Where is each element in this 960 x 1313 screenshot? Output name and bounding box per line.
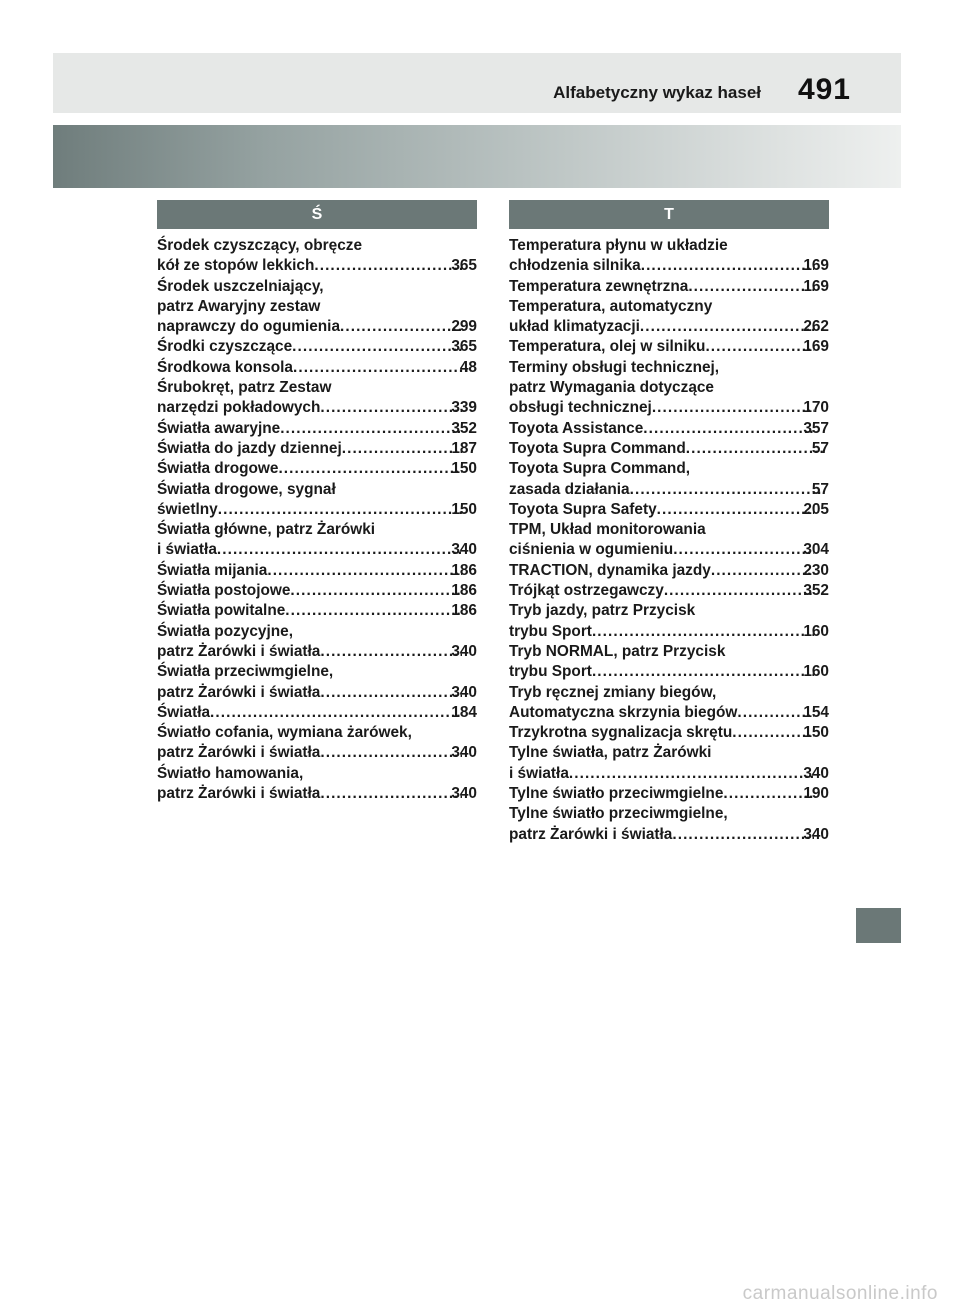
dot-leader (652, 398, 815, 418)
section-letter-s: Ś (157, 200, 477, 229)
index-entry (509, 723, 829, 743)
index-entry-text: patrz Żarówki i światła (509, 825, 673, 843)
dot-leader (320, 743, 462, 763)
index-entry-last-line (509, 277, 829, 297)
index-entry-last-line (509, 703, 829, 723)
index-entry-page: 340 (451, 744, 477, 762)
index-entry-text: Temperatura, olej w silniku (509, 338, 706, 356)
index-entry (157, 703, 477, 723)
index-entry-text: patrz Żarówki i światła (157, 642, 321, 660)
dot-leader (640, 317, 814, 337)
index-entry-page: 262 (803, 318, 829, 336)
dot-leader (320, 784, 462, 804)
index-entry (509, 297, 829, 338)
index-entry-text: kół ze stopów lekkich (157, 257, 315, 275)
dot-leader (320, 642, 462, 662)
index-entry-page: 190 (803, 785, 829, 803)
index-entry (157, 419, 477, 439)
dot-leader (657, 500, 815, 520)
index-entry-last-line (157, 784, 477, 804)
index-entry-text: Światła mijania (157, 561, 268, 579)
dot-leader (340, 317, 462, 337)
index-entry-page: 186 (451, 582, 477, 600)
index-entry-last-line (157, 540, 477, 560)
dot-leader (218, 500, 463, 520)
index-entry-text: Światła powitalne (157, 602, 286, 620)
index-entry-text: świetlny (157, 500, 218, 518)
index-entry-text: Światła do jazdy dziennej (157, 439, 342, 457)
dot-leader (290, 581, 462, 601)
index-entry-last-line (157, 561, 477, 581)
index-entry (157, 337, 477, 357)
index-entry (509, 236, 829, 277)
index-entry-last-line (157, 703, 477, 723)
index-entry-text: Automatyczna skrzynia biegów (509, 703, 738, 721)
index-entry-last-line (157, 337, 477, 357)
index-entry-page: 186 (451, 602, 477, 620)
dot-leader (320, 683, 462, 703)
index-entry (157, 601, 477, 621)
chapter-tab (856, 908, 901, 943)
index-entry-last-line (509, 764, 829, 784)
dot-leader (664, 581, 814, 601)
index-entry (157, 581, 477, 601)
section-letter-t: T (509, 200, 829, 229)
index-entry (157, 662, 477, 703)
index-entry-text: Tryb ręcznej zmiany biegów, (509, 683, 717, 701)
index-entry-last-line (509, 500, 829, 520)
index-entry-page: 340 (451, 785, 477, 803)
index-entry-text: trybu Sport (509, 663, 592, 681)
index-entry-text: patrz Żarówki i światła (157, 744, 321, 762)
index-entry (509, 277, 829, 297)
index-entry-text: Tryb jazdy, patrz Przycisk (509, 602, 696, 620)
dot-leader (217, 540, 462, 560)
index-entry (157, 723, 477, 764)
index-entry-text: obsługi technicznej (509, 399, 652, 417)
index-entry-text: Światła główne, patrz Żarówki (157, 521, 376, 539)
index-entry-page: 150 (451, 500, 477, 518)
index-entry (157, 439, 477, 459)
index-entry (509, 459, 829, 500)
index-entry-text: Temperatura, automatyczny (509, 297, 713, 315)
index-entries-s (157, 236, 477, 804)
dot-leader (711, 561, 814, 581)
index-entry (509, 337, 829, 357)
index-entry (157, 236, 477, 277)
index-entry (157, 622, 477, 663)
index-entry-page: 169 (803, 338, 829, 356)
index-entry-last-line (509, 662, 829, 682)
dot-leader (278, 459, 462, 479)
index-entry-page: 169 (803, 257, 829, 275)
index-entry (509, 784, 829, 804)
index-entry (157, 277, 477, 338)
page-title: Alfabetyczny wykaz haseł (553, 83, 761, 102)
index-entry-text: Światła drogowe, sygnał (157, 480, 336, 498)
index-entry-text: naprawczy do ogumienia (157, 318, 341, 336)
index-entry (509, 358, 829, 419)
page-number: 491 (797, 73, 851, 106)
index-entry-text: Toyota Assistance (509, 419, 644, 437)
index-entry (509, 743, 829, 784)
dot-leader (686, 439, 823, 459)
index-entry-page: 57 (811, 439, 829, 457)
index-entry-text: patrz Awaryjny zestaw (157, 297, 321, 315)
index-entry-text: Światła pozycyjne, (157, 622, 293, 640)
index-entry-text: patrz Żarówki i światła (157, 785, 321, 803)
index-entry-last-line (157, 601, 477, 621)
index-entry-text: układ klimatyzacji (509, 318, 640, 336)
index-entry (509, 520, 829, 561)
index-entry-page: 340 (451, 541, 477, 559)
dot-leader (630, 480, 823, 500)
index-column-t (509, 200, 829, 845)
dot-leader (732, 723, 814, 743)
index-entry-text: Trójkąt ostrzegawczy (509, 582, 664, 600)
index-entry (509, 439, 829, 459)
index-entry (509, 683, 829, 724)
dot-leader (643, 419, 814, 439)
index-entry-last-line (157, 317, 477, 337)
index-entry-text: Światła awaryjne (157, 419, 281, 437)
index-entry-page: 365 (451, 338, 477, 356)
index-entry-last-line (509, 561, 829, 581)
index-entry-last-line (509, 622, 829, 642)
dot-leader (641, 256, 815, 276)
index-entry-text: Toyota Supra Command (509, 439, 686, 457)
index-entry-last-line (509, 398, 829, 418)
index-entry-last-line (157, 419, 477, 439)
index-entry-page: 352 (803, 582, 829, 600)
index-entry-text: Terminy obsługi technicznej, (509, 358, 720, 376)
index-entry (509, 561, 829, 581)
index-entry-last-line (157, 256, 477, 276)
index-entry-page: 186 (451, 561, 477, 579)
index-entry-last-line (157, 439, 477, 459)
dot-leader (285, 601, 462, 621)
dot-leader (342, 439, 463, 459)
index-entry-text: zasada działania (509, 480, 630, 498)
index-entry-text: Tylne światło przeciwmgielne (509, 785, 724, 803)
index-entry-text: chłodzenia silnika (509, 257, 641, 275)
index-entry-text: narzędzi pokładowych (157, 399, 321, 417)
index-entry (509, 642, 829, 683)
index-entry-page: 299 (451, 318, 477, 336)
index-entry-page: 150 (451, 460, 477, 478)
index-entry-text: i światła (509, 764, 569, 782)
dot-leader (688, 277, 814, 297)
index-entry-page: 187 (451, 439, 477, 457)
index-entry-page: 340 (451, 683, 477, 701)
index-entry-text: Światło cofania, wymiana żarówek, (157, 724, 412, 742)
index-entry-text: Toyota Supra Command, (509, 460, 690, 478)
dot-leader (592, 622, 814, 642)
dot-leader (705, 337, 814, 357)
index-entry-text: Światła drogowe (157, 460, 279, 478)
page-header (53, 53, 901, 113)
index-entry-page: 160 (803, 663, 829, 681)
index-entry (509, 601, 829, 642)
index-entry-text: Środek uszczelniający, (157, 277, 324, 295)
index-entry (157, 378, 477, 419)
dot-leader (320, 398, 462, 418)
index-entry-last-line (157, 358, 477, 378)
dot-leader (314, 256, 462, 276)
index-entry-page: 57 (811, 480, 829, 498)
index-entry-page: 339 (451, 399, 477, 417)
index-entry-last-line (509, 419, 829, 439)
index-entry-page: 160 (803, 622, 829, 640)
index-column-s (157, 200, 477, 804)
index-entry-last-line (509, 317, 829, 337)
index-entry (509, 581, 829, 601)
index-entry-text: Tryb NORMAL, patrz Przycisk (509, 642, 726, 660)
index-entry-text: Środek czyszczący, obręcze (157, 237, 363, 254)
index-entry-page: 340 (803, 764, 829, 782)
index-entry-last-line (509, 480, 829, 500)
dot-leader (267, 561, 462, 581)
index-entry (157, 764, 477, 805)
index-entry-last-line (157, 459, 477, 479)
index-entry-text: Śrubokręt, patrz Zestaw (157, 379, 332, 397)
index-entry-text: Tylne światło przeciwmgielne, (509, 805, 728, 823)
index-entry-last-line (509, 723, 829, 743)
index-entry (509, 419, 829, 439)
index-entry-text: TRACTION, dynamika jazdy (509, 561, 711, 579)
dot-leader (210, 703, 462, 723)
index-entry-last-line (509, 337, 829, 357)
index-entry-text: Światła (157, 703, 211, 721)
index-entry-page: 365 (451, 257, 477, 275)
dot-leader (723, 784, 814, 804)
index-entry-last-line (509, 581, 829, 601)
index-entry (157, 480, 477, 521)
index-entry (157, 561, 477, 581)
index-entry-page: 304 (803, 541, 829, 559)
dot-leader (293, 358, 471, 378)
index-entry-text: Tylne światła, patrz Żarówki (509, 744, 712, 762)
index-entry-text: Światła przeciwmgielne, (157, 663, 334, 681)
index-entry-page: 184 (451, 703, 477, 721)
index-entry-last-line (509, 439, 829, 459)
index-entry-text: Temperatura płynu w układzie (509, 237, 728, 254)
index-entry (157, 358, 477, 378)
index-entry-last-line (157, 743, 477, 763)
index-entry-text: Toyota Supra Safety (509, 500, 657, 518)
decorative-banner (53, 125, 901, 188)
index-entry-text: TPM, Układ monitorowania (509, 521, 706, 539)
index-entry-text: Światło hamowania, (157, 764, 304, 782)
index-entry-page: 170 (803, 399, 829, 417)
index-entry-page: 169 (803, 277, 829, 295)
index-entry-text: Temperatura zewnętrzna (509, 277, 689, 295)
index-entry-last-line (157, 642, 477, 662)
index-entry-text: patrz Żarówki i światła (157, 683, 321, 701)
dot-leader (280, 419, 462, 439)
index-entry-page: 150 (803, 724, 829, 742)
index-entry-last-line (509, 540, 829, 560)
index-entry-page: 340 (803, 825, 829, 843)
index-entry-last-line (509, 784, 829, 804)
index-entry-text: Trzykrotna sygnalizacja skrętu (509, 724, 733, 742)
index-entry-last-line (509, 256, 829, 276)
index-entry-last-line (157, 683, 477, 703)
index-entry-text: i światła (157, 541, 217, 559)
index-entry-text: Światła postojowe (157, 582, 291, 600)
watermark: carmanualsonline.info (742, 1283, 938, 1304)
dot-leader (292, 337, 462, 357)
index-entry-text: Środkowa konsola (157, 358, 293, 376)
index-entry-page: 352 (451, 419, 477, 437)
index-entry (157, 459, 477, 479)
index-entry-page: 48 (459, 358, 477, 376)
dot-leader (569, 764, 814, 784)
index-entry-page: 230 (803, 561, 829, 579)
index-entries-t (509, 236, 829, 845)
index-entry-last-line (157, 500, 477, 520)
index-entry (509, 500, 829, 520)
index-entry-text: ciśnienia w ogumieniu (509, 541, 674, 559)
index-entry (509, 804, 829, 845)
index-entry-text: Środki czyszczące (157, 338, 293, 356)
index-entry-text: trybu Sport (509, 622, 592, 640)
index-entry-page: 205 (803, 500, 829, 518)
index-entry-page: 357 (803, 419, 829, 437)
index-entry-last-line (157, 581, 477, 601)
dot-leader (672, 825, 814, 845)
dot-leader (592, 662, 814, 682)
index-entry-page: 154 (803, 703, 829, 721)
dot-leader (673, 540, 814, 560)
index-entry-last-line (509, 825, 829, 845)
index-entry-text: patrz Wymagania dotyczące (509, 379, 714, 397)
index-entry-page: 340 (451, 642, 477, 660)
index-entry (157, 520, 477, 561)
index-entry-last-line (157, 398, 477, 418)
